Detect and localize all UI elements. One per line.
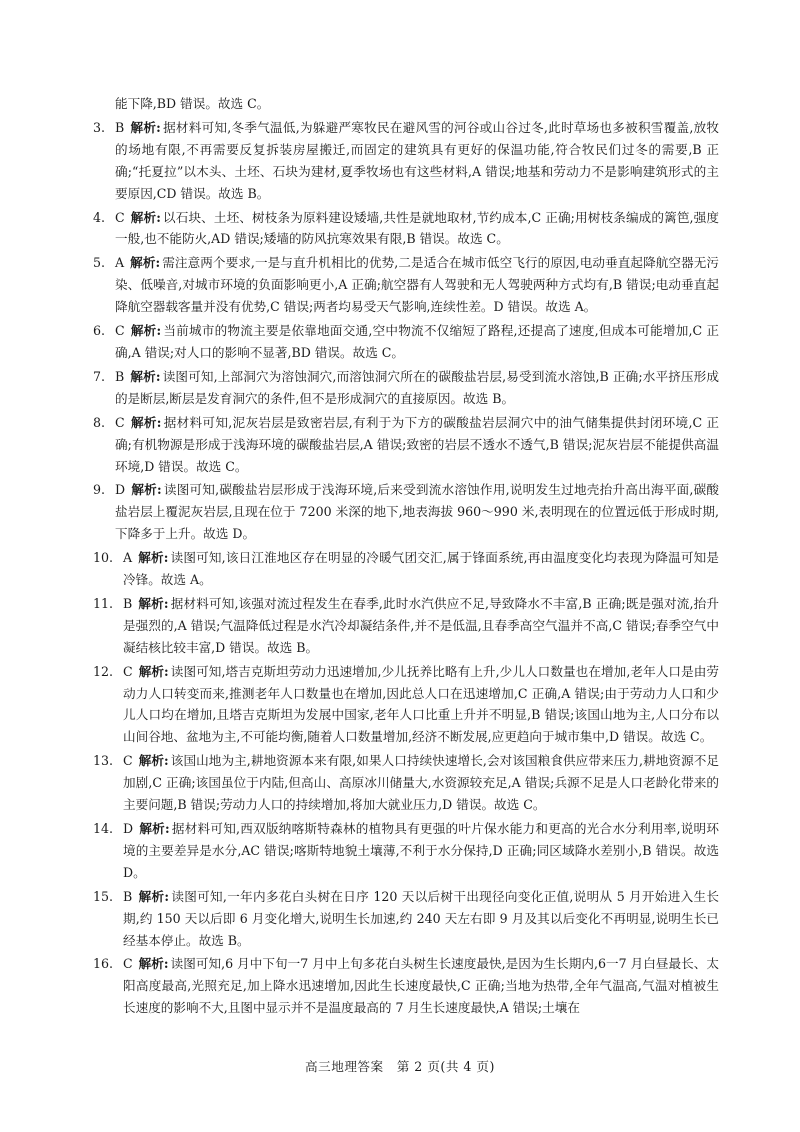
- answer-body: [115, 207, 719, 251]
- answer-item: [93, 593, 719, 659]
- answer-item: [93, 207, 719, 251]
- analysis-label: 解析:: [138, 595, 169, 611]
- answer-item: [93, 661, 719, 749]
- answer-body: [123, 547, 719, 591]
- question-number: 8.: [93, 414, 106, 430]
- answer-body: [115, 117, 719, 205]
- answer-choice: A: [123, 550, 133, 566]
- answer-choice: B: [115, 368, 125, 384]
- answer-item: [93, 547, 719, 591]
- analysis-text: 读图可知,该日江淮地区存在明显的冷暖气团交汇,属于锋面系统,再由温度变化均表现为降温可知是冷锋。故选 A。: [123, 550, 719, 588]
- answer-choice: A: [115, 255, 125, 271]
- answer-body: [115, 366, 719, 410]
- question-number: 15.: [93, 888, 114, 904]
- analysis-text: 据材料可知,冬季气温低,为躲避严寒牧民在避风雪的河谷或山谷过冬,此时草场也多被积雪覆盖,放牧的场地有限,不再需要反复拆装房屋搬迁,而固定的建筑具有更好的保温功能,符合牧民们过冬的需要,B 正确;“托夏拉”以木头、土坯、石块为建材,夏季牧场也有这些材料,A 错误;地基和劳动力不是影响建筑形式的主要原因,CD 错误。故选 B。: [115, 119, 720, 201]
- analysis-label: 解析:: [138, 956, 169, 972]
- answer-body: [123, 886, 719, 952]
- analysis-label: 解析:: [130, 255, 161, 271]
- question-number: 16.: [93, 956, 114, 972]
- analysis-text: 读图可知,塔吉克斯坦劳动力迅速增加,少儿抚养比略有上升,少儿人口数量也在增加,老年人口是由劳动力人口转变而来,推测老年人口数量也在增加,因此总人口在迅速增加,C 正确,A 错误;由于劳动力人口和少儿人口均在增加,且塔吉克斯坦为发展中国家,老年人口比重上升并不明显,B 错误;该国山地为主,人口分布以山间谷地、盆地为主,不可能均衡,随着人口数量增加,经济不断发展,应更趋向于城市集中,D 错误。故选 C。: [123, 663, 719, 745]
- answer-choice: B: [123, 888, 133, 904]
- analysis-text: 读图可知,上部洞穴为溶蚀洞穴,而溶蚀洞穴所在的碳酸盐岩层,易受到流水溶蚀,B 正确;水平挤压形成的是断层,断层是发育洞穴的条件,但不是形成洞穴的直接原因。故选 B。: [115, 368, 720, 406]
- answer-item: [93, 818, 719, 884]
- answer-item: [93, 252, 719, 318]
- analysis-label: 解析:: [130, 368, 161, 384]
- analysis-label: 解析:: [138, 550, 169, 566]
- analysis-text: 读图可知,一年内多花白头树在日序 120 天以后树干出现径向变化正值,说明从 5 月开始进入生长期,约 150 天以后即 6 月变化增大,说明生长加速,约 240 天左右即 9 月及其以后变化不再明显,说明生长已经基本停止。故选 B。: [123, 888, 719, 948]
- answer-choice: C: [115, 414, 125, 430]
- answer-body: [123, 953, 719, 1019]
- continuation-text: 能下降,BD 错误。故选 C。: [115, 96, 270, 111]
- answer-choice: C: [115, 209, 125, 225]
- analysis-label: 解析:: [131, 482, 162, 498]
- question-number: 6.: [93, 323, 106, 339]
- analysis-label: 解析:: [139, 821, 170, 836]
- page-footer: 高三地理答案 第 2 页(共 4 页): [305, 1059, 495, 1074]
- analysis-label: 解析:: [138, 753, 169, 769]
- analysis-text: 读图可知,碳酸盐岩层形成于浅海环境,后来受到流水溶蚀作用,说明发生过地壳抬升高出海平面,碳酸盐岩层上覆泥灰岩层,且现在位于 7200 米深的地下,地表海拔 960～990 米,表明现在的位置远低于形成时期,下降多于上升。故选 D。: [115, 482, 719, 542]
- answer-body: [115, 479, 719, 545]
- answer-body: [123, 818, 719, 884]
- analysis-text: 据材料可知,西双版纳喀斯特森林的植物具有更强的叶片保水能力和更高的光合水分利用率,说明环境的主要差异是水分,AC 错误;喀斯特地貌土壤薄,不利于水分保持,D 正确;同区域降水差别小,B 错误。故选 D。: [123, 821, 719, 880]
- answer-choice: C: [123, 663, 133, 679]
- analysis-text: 以石块、土坯、树枝条为原料建设矮墙,共性是就地取材,节约成本,C 正确;用树枝条编成的篱笆,强度一般,也不能防火,AD 错误;矮墙的防风抗寒效果有限,B 错误。故选 C。: [115, 209, 719, 247]
- analysis-label: 解析:: [138, 663, 169, 679]
- answer-content: [93, 93, 719, 1019]
- answer-body: [115, 412, 719, 478]
- answer-item: [93, 412, 719, 478]
- analysis-label: 解析:: [130, 119, 161, 135]
- question-number: 7.: [93, 368, 106, 384]
- answer-item: [93, 886, 719, 952]
- question-number: 3.: [93, 119, 106, 135]
- question-number: 13.: [93, 753, 114, 769]
- question-number: 4.: [93, 209, 106, 225]
- answer-body: [123, 593, 719, 659]
- analysis-text: 当前城市的物流主要是依靠地面交通,空中物流不仅缩短了路程,还提高了速度,但成本可能增加,C 正确,A 错误;对人口的影响不显著,BD 错误。故选 C。: [115, 323, 719, 360]
- analysis-text: 该国山地为主,耕地资源本来有限,如果人口持续快速增长,会对该国粮食供应带来压力,耕地资源不足加剧,C 正确;该国虽位于内陆,但高山、高原冰川储量大,水资源较充足,A 错误;兵源不足是人口老龄化带来的主要问题,B 错误;劳动力人口的持续增加,将加大就业压力,D 错误。故选 C。: [123, 753, 719, 813]
- answer-choice: B: [115, 119, 125, 135]
- answer-choice: C: [123, 753, 133, 769]
- answer-item: [93, 320, 719, 364]
- question-number: 11.: [93, 595, 114, 611]
- answer-item: [93, 117, 719, 205]
- answer-item: [93, 479, 719, 545]
- analysis-label: 解析:: [130, 414, 162, 430]
- analysis-text: 据材料可知,该强对流过程发生在春季,此时水汽供应不足,导致降水不丰富,B 正确;既是强对流,抬升是强烈的,A 错误;气温降低过程是水汽冷却凝结条件,并不是低温,且春季高空气温并不高,C 错误;春季空气中凝结核比较丰富,D 错误。故选 B。: [123, 595, 719, 655]
- answer-choice: C: [115, 323, 125, 339]
- question-number: 5.: [93, 255, 106, 271]
- answer-body: [123, 750, 719, 816]
- question-number: 12.: [93, 663, 114, 679]
- analysis-text: 读图可知,6 月中下旬一7 月中上旬多花白头树生长速度最快,是因为生长期内,6一7 月白昼最长、太阳高度最高,光照充足,加上降水迅速增加,因此生长速度最快,C 正确;当地为热带,全年气温高,气温对植被生长速度的影响不大,且图中显示并不是温度最高的 7 月生长速度最快,A 错误;土壤在: [123, 956, 719, 1016]
- answer-list: [93, 117, 719, 1019]
- question-number: 9.: [93, 482, 106, 498]
- answer-body: [115, 320, 719, 364]
- answer-item: [93, 750, 719, 816]
- analysis-label: 解析:: [130, 323, 162, 339]
- analysis-label: 解析:: [138, 888, 170, 904]
- analysis-text: 据材料可知,泥灰岩层是致密岩层,有利于为下方的碳酸盐岩层洞穴中的油气储集提供封闭环境,C 正确;有机物源是形成于浅海环境的碳酸盐岩层,A 错误;致密的岩层不透水不透气,B 错误;泥灰岩层不能提供高温环境,D 错误。故选 C。: [115, 414, 719, 474]
- answer-choice: B: [123, 595, 133, 611]
- answer-item: [93, 953, 719, 1019]
- answer-choice: D: [123, 821, 134, 836]
- analysis-text: 需注意两个要求,一是与直升机相比的优势,二是适合在城市低空飞行的原因,电动垂直起降航空器无污染、低噪音,对城市环境的负面影响更小,A 正确;航空器有人驾驶和无人驾驶两种方式均有,B 错误;电动垂直起降航空器载客量并没有优势,C 错误;两者均易受天气影响,连续性差。D 错误。故选 A。: [115, 255, 719, 315]
- answer-item: [93, 366, 719, 410]
- answer-body: [123, 661, 719, 749]
- answer-choice: C: [123, 956, 133, 972]
- question-number: 14.: [93, 821, 114, 836]
- answer-choice: D: [115, 482, 126, 498]
- question-number: 10.: [93, 550, 114, 566]
- analysis-label: 解析:: [130, 209, 161, 225]
- answer-body: [115, 252, 719, 318]
